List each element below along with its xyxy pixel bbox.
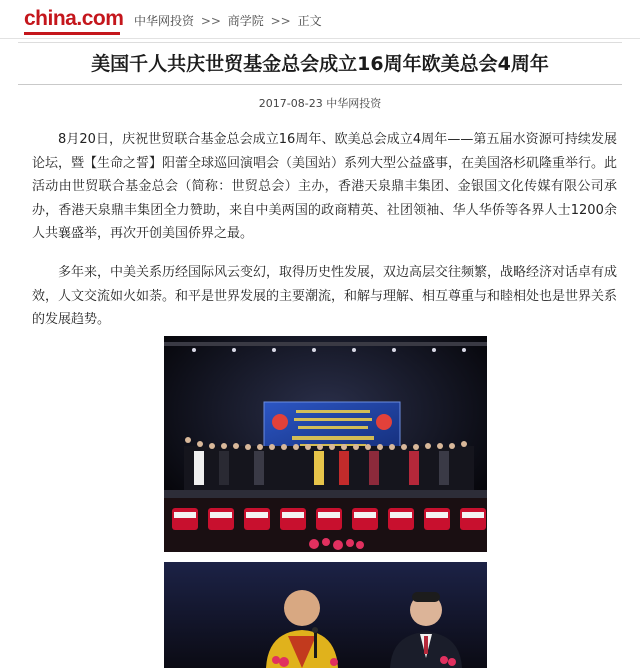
breadcrumb xyxy=(134,12,322,29)
title-divider xyxy=(18,84,622,85)
site-header xyxy=(0,0,640,39)
logo-main: china xyxy=(24,7,77,30)
breadcrumb-separator: >> xyxy=(200,14,221,28)
article-paragraph: 多年来，中美关系历经国际风云变幻，取得历史性发展，双边高层交往频繁，战略经济对话卓有成效，人文交流如火如荼。和平是世界发展的主要潮流，和解与理解、相互尊重与和睦相处也是世界关系的发展趋势。 xyxy=(32,265,618,327)
site-logo[interactable] xyxy=(24,6,123,32)
article-title: 美国千人共庆世贸基金总会成立16周年欧美总会4周年 xyxy=(91,53,549,75)
breadcrumb-current: 正文 xyxy=(297,14,322,28)
speakers-image xyxy=(164,562,487,668)
event-stage-photo xyxy=(164,336,487,552)
article-meta: 2017-08-23 中华网投资 xyxy=(258,97,382,110)
breadcrumb-separator: >> xyxy=(270,14,291,28)
logo-underline xyxy=(24,32,120,35)
logo-suffix: .com xyxy=(76,7,124,30)
breadcrumb-investment[interactable]: 中华网投资 xyxy=(134,14,195,28)
stage-image xyxy=(164,336,487,552)
header-divider xyxy=(18,42,622,43)
article-paragraph: 8月20日，庆祝世贸联合基金总会成立16周年、欧美总会成立4周年——第五届水资源可持续发展论坛，暨【生命之誓】阳蕾全球巡回演唱会（美国站）系列大型公益盛事，在美国洛杉矶隆重举行。此活动由世贸联合基金总会（简称：世贸总会）主办，香港天泉鼎丰集团、金银国文化传媒有限公司承办，香港天泉鼎丰集团全力赞助，来自中美两国的政商精英、社团领袖、华人华侨等各界人士1200余人共襄盛举，再次开创美国侨界之最。 xyxy=(32,132,618,241)
speakers-photo xyxy=(164,562,487,668)
breadcrumb-business-school[interactable]: 商学院 xyxy=(227,14,264,28)
